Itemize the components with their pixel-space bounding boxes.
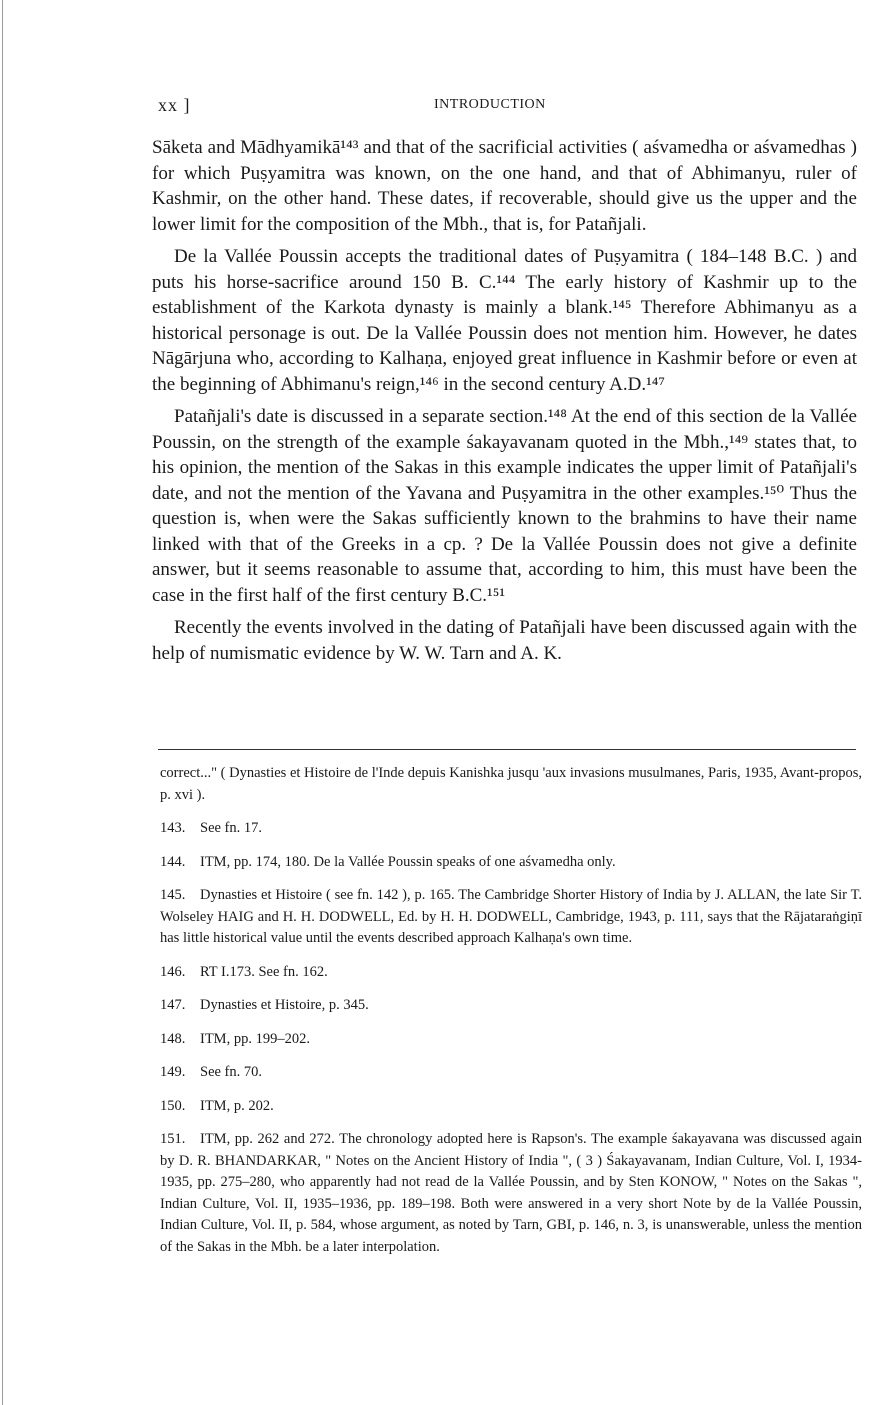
footnote-text: ITM, pp. 262 and 272. The chronology adopted here is Rapson's. The example śakayavana was discussed again by D. R. BHANDARKAR, " Notes on the Ancient History of India ", ( 3 ) Śakayavanam, Indian Culture, Vol. I, 1934-1935, pp. 275–280, who apparently had not read de la Vallée Poussin, and by Sten KONOW, " Notes on the Sakas ", Indian Culture, Vol. II, 1935–1936, pp. 189–198. Both were answered in a very short Note by de la Vallée Poussin, Indian Culture, Vol. II, p. 584, whose argument, as noted by Tarn, GBI, p. 146, n. 3, is unanswerable, unless the mention of the Sakas in the Mbh. be a later interpolation. [160,1131,862,1255]
paragraph-2: De la Vallée Poussin accepts the traditional dates of Puṣyamitra ( 184–148 B.C. ) and puts his horse-sacrifice around 150 B. C.¹⁴⁴ The early history of Kashmir up to the establishment of the Karkota dynasty is mainly a blank.¹⁴⁵ Therefore Abhimanyu as a historical personage is out. De la Vallée Poussin does not mention him. However, he dates Nāgārjuna who, according to Kalhaṇa, enjoyed great influence in Kashmir before or even at the beginning of Abhimanu's reign,¹⁴⁶ in the second century A.D.¹⁴⁷ [152,246,857,395]
footnote-number: 151. [160,1131,186,1147]
footnote-text: Dynasties et Histoire ( see fn. 142 ), p. 165. The Cambridge Shorter History of India by J. ALLAN, the late Sir T. Wolseley HAIG and H. H. DODWELL, Ed. by H. H. DODWELL, Cambridge, 1943, p. 111, says that the Rājataraṅgiṇī has little historical value until the events described approach Kalhaṇa's own time. [160,887,862,946]
footnote-number: 147. [160,997,186,1013]
footnote-146 [160,962,862,984]
page-edge [2,0,3,1405]
footnote-text: See fn. 70. [200,1064,263,1080]
main-text [152,135,857,673]
footnote-text: Dynasties et Histoire, p. 345. [200,997,369,1013]
footnote-text: ITM, pp. 199–202. [200,1030,310,1047]
footnote-149 [160,1062,862,1084]
footnote-continuation: correct..." ( Dynasties et Histoire de l'Inde depuis Kanishka jusqu 'aux invasions musulmanes, Paris, 1935, Avant-propos, p. xvi ). [160,765,862,803]
footnotes [160,763,862,1270]
footnote-text: RT I.173. See fn. 162. [200,963,328,980]
running-header [154,95,854,119]
paragraph-3: Patañjali's date is discussed in a separate section.¹⁴⁸ At the end of this section de la Vallée Poussin, on the strength of the example śakayavanam quoted in the Mbh.,¹⁴⁹ states that, to his opinion, the mention of the Sakas in this example indicates the upper limit of Patañjali's date, and not the mention of the Yavana and Puṣyamitra in the other examples.¹⁵⁰ Thus the question is, when were the Sakas sufficiently known to the brahmins to have their name linked with that of the Greeks in a cp. ? De la Vallée Poussin does not give a definite answer, but it seems reasonable to assume that, according to him, this must have been the case in the first half of the first century B.C.¹⁵¹ [152,406,857,606]
footnote-divider [158,749,856,750]
paragraph-1: Sāketa and Mādhyamikā¹⁴³ and that of the sacrificial activities ( aśvamedha or aśvamedhas ) for which Puṣyamitra was known, on the one hand, and that of Abhimanyu, ruler of Kashmir, on the other hand. These dates, if recoverable, should give us the upper and the lower limit for the composition of the Mbh., that is, for Patañjali. [152,137,857,235]
paragraph-4: Recently the events involved in the dating of Patañjali have been discussed again with the help of numismatic evidence by W. W. Tarn and A. K. [152,617,857,664]
footnote-150 [160,1096,862,1118]
footnote-text: See fn. 17. [200,820,263,836]
footnote-number: 149. [160,1064,186,1080]
footnote-151 [160,1129,862,1258]
running-title: INTRODUCTION [434,97,546,112]
footnote-text: ITM, p. 202. [200,1097,274,1114]
footnote-145 [160,885,862,950]
footnote-text: ITM, pp. 174, 180. De la Vallée Poussin speaks of one aśvamedha only. [200,853,616,870]
footnote-number: 146. [160,963,186,980]
footnote-143 [160,818,862,840]
footnote-144 [160,852,862,874]
footnote-number: 148. [160,1030,186,1047]
footnote-number: 144. [160,853,186,870]
footnote-number: 150. [160,1097,186,1114]
footnote-number: 143. [160,820,186,836]
page-number: xx ] [158,95,191,115]
footnote-147 [160,995,862,1017]
footnote-148 [160,1029,862,1051]
footnote-number: 145. [160,887,186,903]
